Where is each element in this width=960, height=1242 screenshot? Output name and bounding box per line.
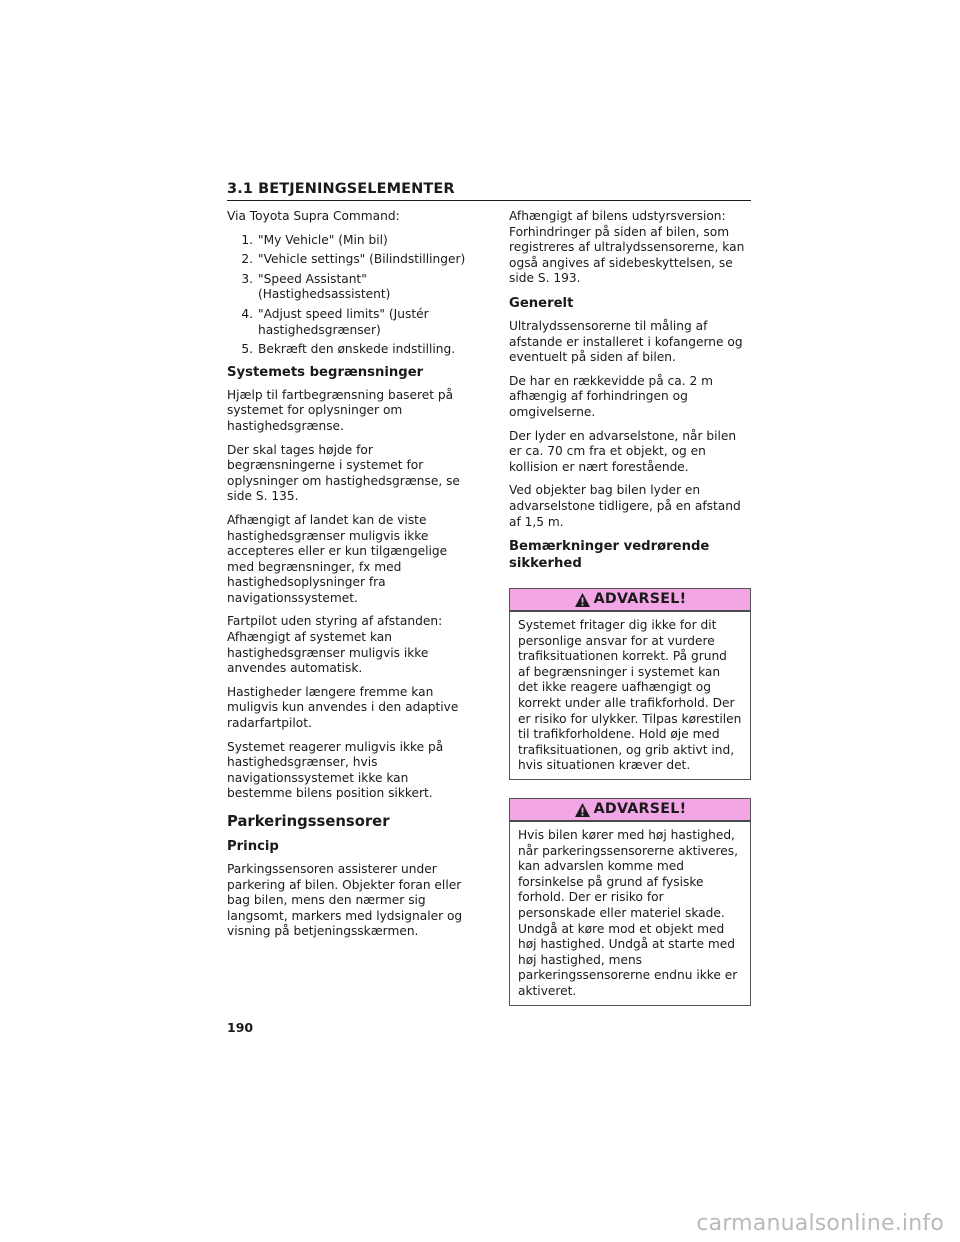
warning-body <box>510 612 750 779</box>
warning-triangle-icon <box>574 802 591 818</box>
page-number: 190 <box>227 1020 254 1035</box>
warning-title: ADVARSEL! <box>593 800 687 817</box>
limits-paragraph: Afhængigt af landet kan de viste hastighedsgrænser muligvis ikke accepteres eller er kun tilgængelige med begrænsninger, fx med hastighedsoplysninger fra navigationssystemet. <box>227 512 448 605</box>
step-number: 3. <box>241 271 253 286</box>
step-text: "Speed Assistant" (Hastighedsassistent) <box>258 271 391 302</box>
step-number: 4. <box>241 306 253 321</box>
section-header <box>227 178 751 201</box>
warning-body <box>510 822 750 1005</box>
step-text: "Adjust speed limits" (Justér hastighedsgrænser) <box>258 306 429 337</box>
step-number: 2. <box>241 252 253 267</box>
step-item <box>227 307 473 338</box>
step-number: 1. <box>241 232 253 247</box>
right-column <box>509 209 751 1024</box>
warning-box <box>509 588 751 780</box>
step-text: Bekræft den ønskede indstilling. <box>258 342 456 357</box>
limits-paragraph: Der skal tages højde for begrænsningerne i systemet for oplysninger om hastighedsgrænse, se side S. 135. <box>227 442 460 504</box>
safety-heading: Bemærkninger vedrørende sikkerhed <box>509 539 710 572</box>
limits-paragraph: Fartpilot uden styring af afstanden: Afhængigt af systemet kan hastighedsgrænser muligvis ikke anvendes automatisk. <box>227 614 443 676</box>
principle-text: Parkingssensoren assisterer under parkering af bilen. Objekter foran eller bag bilen, mens den nærmer sig langsomt, markers med lydsignaler og visning på betjeningsskærmen. <box>227 862 463 939</box>
general-heading: Generelt <box>509 295 574 311</box>
sidebeskyttelse-text: Afhængigt af bilens udstyrsversion: Forhindringer på siden af bilen, som registreres af ultralydssensorerne, kan også angives af sidebeskyttelsen, se side S. 193. <box>509 209 745 286</box>
limits-paragraph: Systemet reagerer muligvis ikke på hastighedsgrænser, hvis navigationssystemet ikke kan bestemme bilens position sikkert. <box>227 739 444 801</box>
steps-list <box>227 233 473 358</box>
general-paragraph: Der lyder en advarselstone, når bilen er ca. 70 cm fra et objekt, og en kollision er nært forestående. <box>509 428 737 474</box>
step-item <box>227 233 473 249</box>
general-paragraph: Ved objekter bag bilen lyder en advarselstone tidligere, på en afstand af 1,5 m. <box>509 483 741 529</box>
limits-paragraph: Hjælp til fartbegrænsning baseret på systemet for oplysninger om hastighedsgrænse. <box>227 387 454 433</box>
step-item <box>227 342 473 358</box>
step-item <box>227 272 473 303</box>
general-paragraph: De har en rækkevidde på ca. 2 m afhængig af forhindringen og omgivelserne. <box>509 373 714 419</box>
limits-heading: Systemets begrænsninger <box>227 364 424 380</box>
step-item <box>227 252 473 268</box>
intro-text: Via Toyota Supra Command: <box>227 209 400 223</box>
step-number: 5. <box>241 342 253 357</box>
step-text: "Vehicle settings" (Bilindstillinger) <box>258 252 466 267</box>
step-text: "My Vehicle" (Min bil) <box>258 232 388 247</box>
warning-header <box>510 799 750 822</box>
watermark: carmanualsonline.info <box>696 1211 944 1236</box>
warning-box <box>509 798 751 1006</box>
principle-heading: Princip <box>227 839 279 854</box>
left-column <box>227 209 473 948</box>
parking-heading: Parkeringssensorer <box>227 813 390 830</box>
warning-text: Systemet fritager dig ikke for dit personlige ansvar for at vurdere trafiksituationen korrekt. På grund af begrænsninger i systemet kan det ikke reagere uafhængigt og korrekt under alle trafikforhold. Der er risiko for ulykker. Tilpas kørestilen til trafikforholdene. Hold øje med trafiksituationen, og grib aktivt ind, hvis situationen kræver det. <box>518 618 742 773</box>
warning-header <box>510 589 750 612</box>
warning-triangle-icon <box>574 592 591 608</box>
general-paragraph: Ultralydssensorerne til måling af afstande er installeret i kofangerne og eventuelt på siden af bilen. <box>509 318 743 365</box>
limits-paragraph: Hastigheder længere fremme kan muligvis kun anvendes i den adaptive radarfartpilot. <box>227 684 459 731</box>
warning-title: ADVARSEL! <box>593 590 687 607</box>
warning-text: Hvis bilen kører med høj hastighed, når parkeringssensorerne aktiveres, kan advarslen komme med forsinkelse på grund af fysiske forhold. Der er risiko for personskade eller materiel skade. Undgå at køre mod et objekt med høj hastighed. Undgå at starte med høj hastighed, mens parkeringssensorerne endnu ikke er aktiveret. <box>518 828 738 998</box>
section-title: 3.1 BETJENINGSELEMENTER <box>227 181 455 197</box>
